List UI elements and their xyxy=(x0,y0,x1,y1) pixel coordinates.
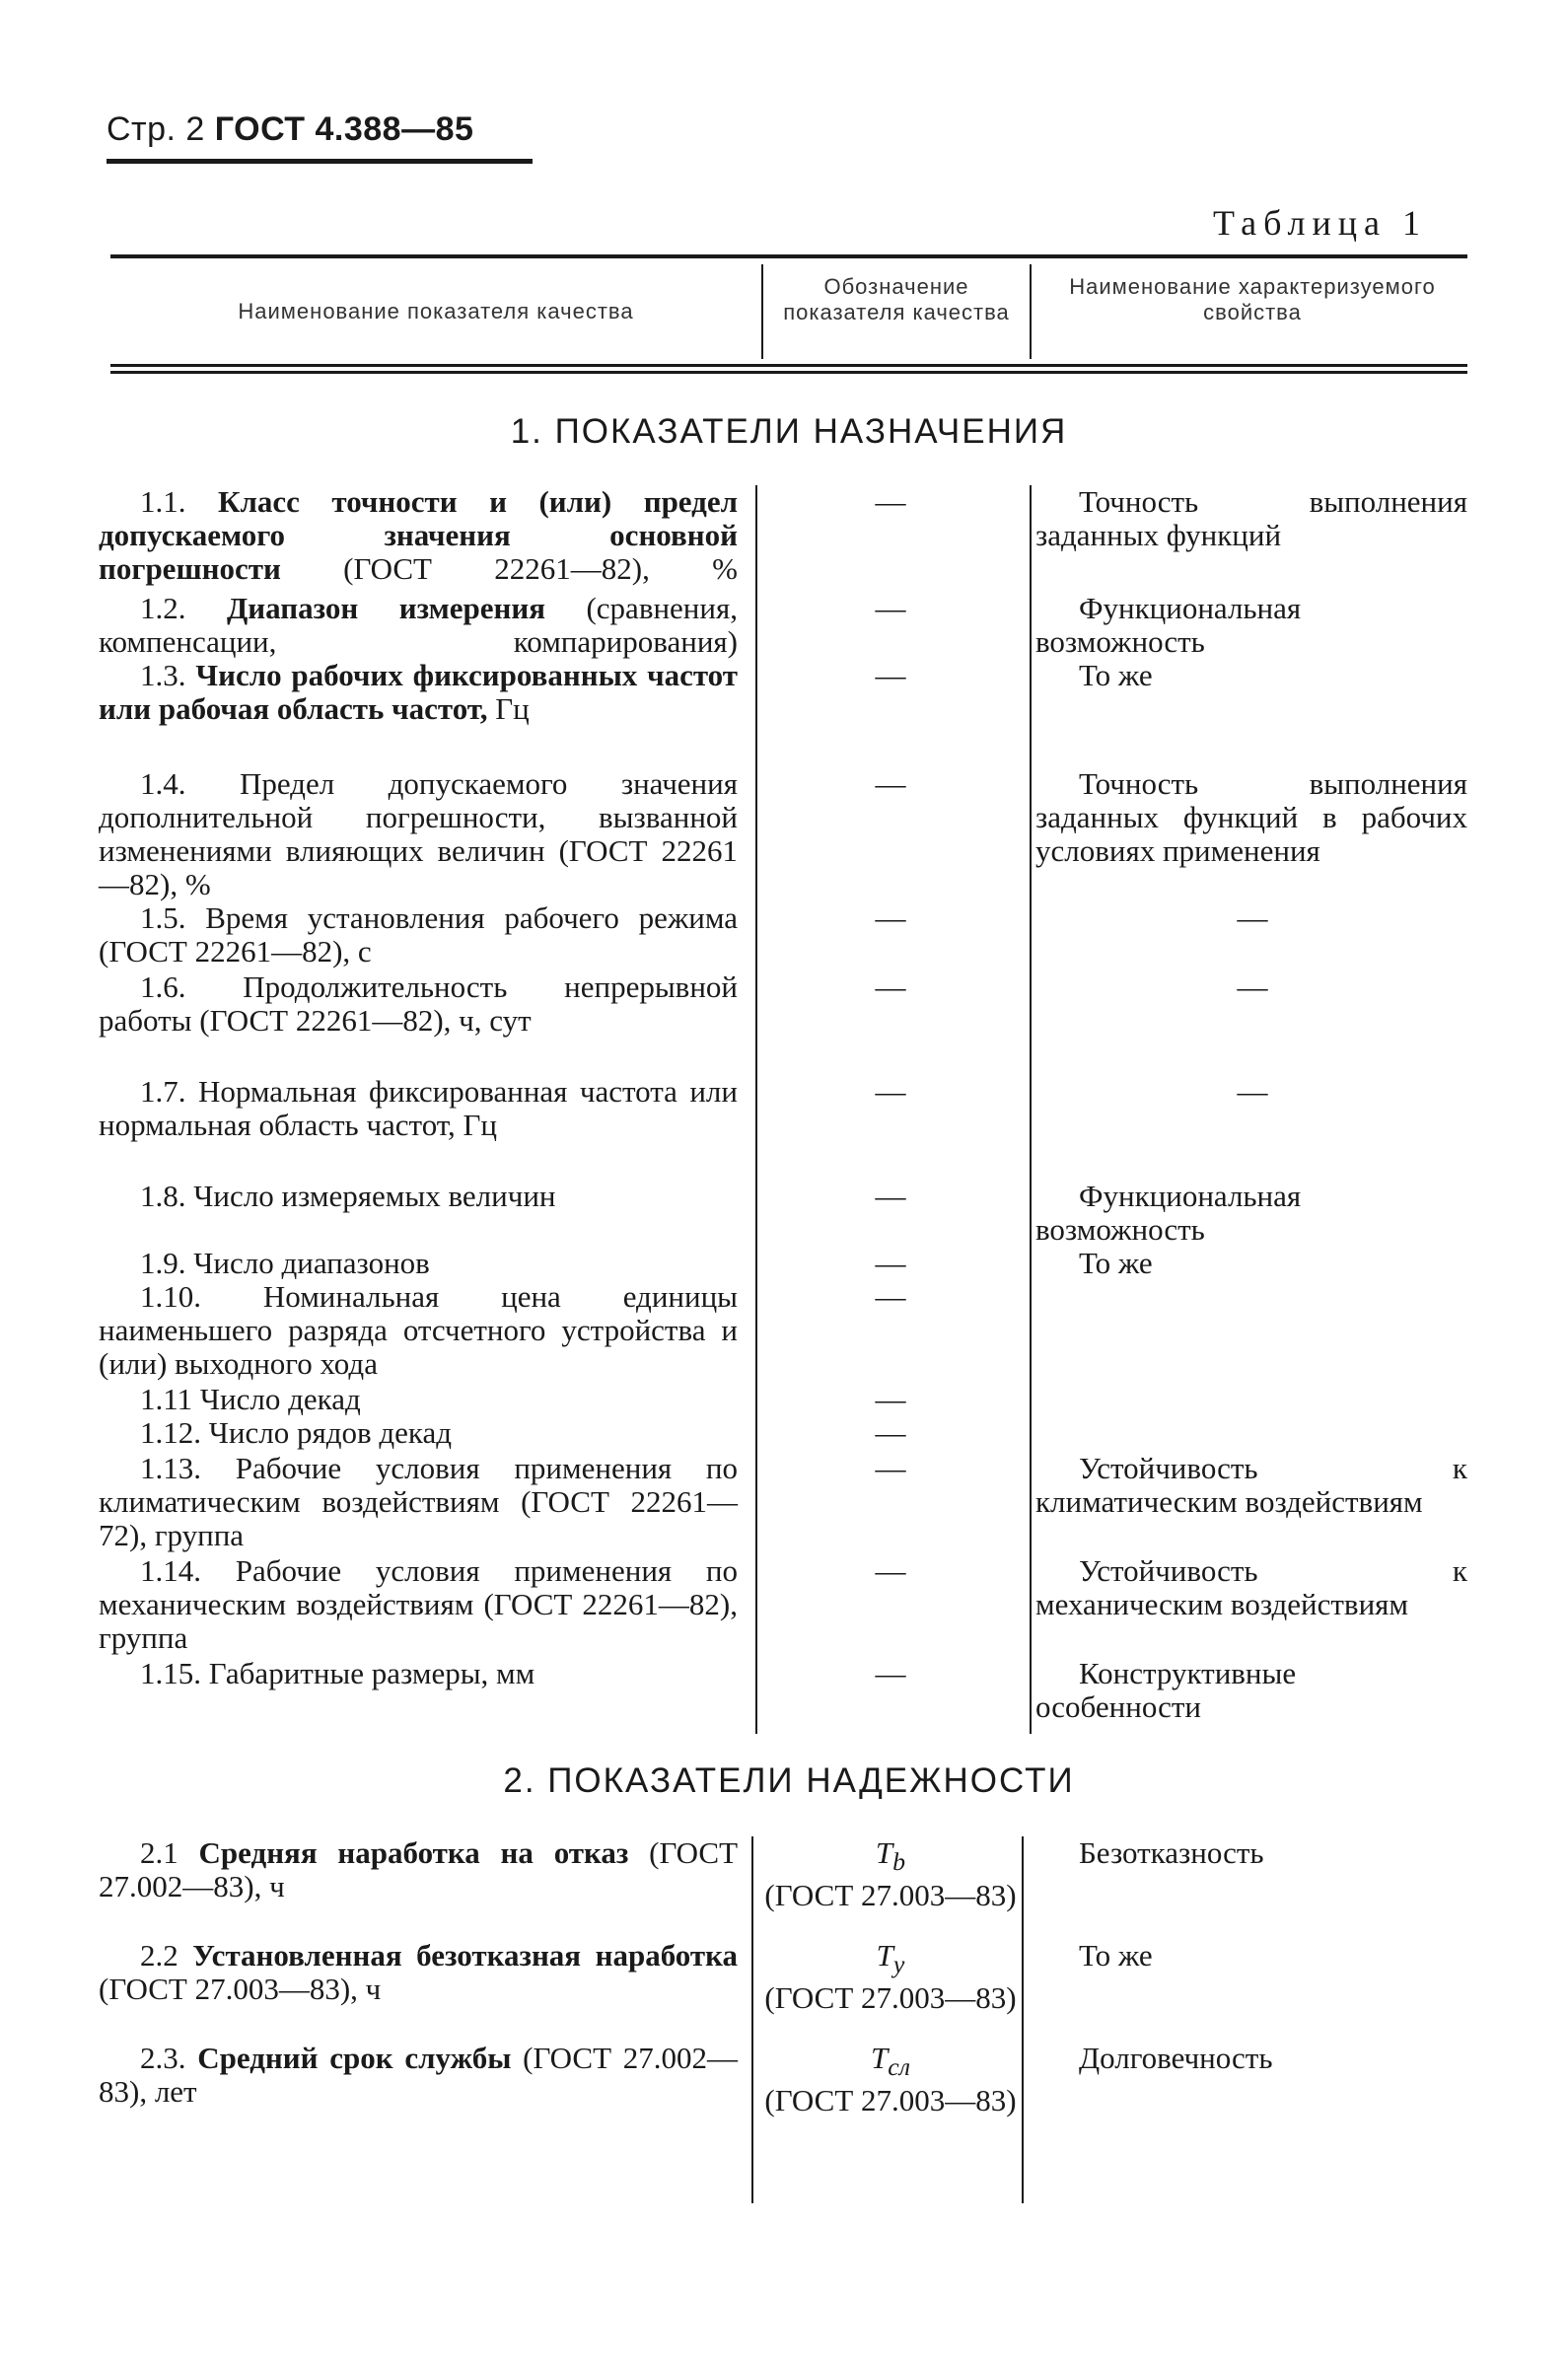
indicator-designation: — xyxy=(875,658,906,692)
indicator-designation: — xyxy=(875,969,906,1004)
indicator-name: 2.3. Средний срок службы (ГОСТ 27.002—83), лет xyxy=(99,2041,739,2109)
indicator-name: 1.4. Предел допускаемого значения дополнительной погрешности, вызванной изменениями влияющих величин (ГОСТ 22261—82), % xyxy=(99,766,738,901)
indicator-designation: — xyxy=(875,1279,906,1314)
indicator-property: Функциональная возможность xyxy=(1035,591,1302,659)
page-label: Стр. 2 xyxy=(107,110,205,148)
indicator-property: То же xyxy=(1079,1938,1153,1973)
indicator-property: — xyxy=(1237,969,1268,1004)
table-caption: Таблица 1 xyxy=(1213,203,1427,243)
table-header-rule xyxy=(110,364,1467,367)
indicator-designation: $T_{сл}$ (ГОСТ 27.003—83) xyxy=(764,2041,1017,2118)
indicator-name: 1.3. Число рабочих фиксированных частот или рабочая область частот, Гц xyxy=(99,658,738,726)
indicator-designation: — xyxy=(875,1074,906,1109)
header-rule xyxy=(107,159,533,164)
indicator-property: Устойчивость к климатическим воздействиям xyxy=(1035,1451,1467,1519)
indicator-designation: $T_у$ (ГОСТ 27.003—83) xyxy=(764,1938,1017,2016)
indicator-name: 1.9. Число диапазонов xyxy=(140,1246,430,1280)
indicator-property: Долговечность xyxy=(1079,2041,1273,2075)
section-title: 2. ПОКАЗАТЕЛИ НАДЕЖНОСТИ xyxy=(503,1761,1075,1800)
running-header xyxy=(107,110,473,149)
indicator-designation: — xyxy=(875,484,906,519)
indicator-name: 1.7. Нормальная фиксированная частота или нормальная область частот, Гц xyxy=(99,1074,738,1142)
indicator-name: 1.14. Рабочие условия применения по механическим воздействиям (ГОСТ 22261—82), группа xyxy=(99,1553,738,1655)
indicator-name: 1.1. Класс точности и (или) предел допускаемого значения основной погрешности (ГОСТ 22261—82), % xyxy=(99,484,738,586)
indicator-property: То же xyxy=(1079,658,1153,692)
indicator-property: — xyxy=(1237,1074,1268,1109)
section-title: 1. ПОКАЗАТЕЛИ НАЗНАЧЕНИЯ xyxy=(510,412,1068,451)
column-divider xyxy=(1030,485,1032,1734)
indicator-designation: — xyxy=(875,766,906,801)
column-header-name: Наименование показателя качества xyxy=(238,299,634,323)
column-header-designation: Обозначение показателя качества xyxy=(783,274,1010,324)
indicator-name: 2.1 Средняя наработка на отказ (ГОСТ 27.002—83), ч xyxy=(99,1835,739,1903)
indicator-designation: — xyxy=(875,900,906,935)
indicator-name: 1.8. Число измеряемых величин xyxy=(140,1179,556,1213)
indicator-designation: — xyxy=(875,1382,906,1416)
indicator-designation: — xyxy=(875,591,906,625)
indicator-name: 1.13. Рабочие условия применения по климатическим воздействиям (ГОСТ 22261—72), группа xyxy=(99,1451,738,1552)
column-divider xyxy=(751,1836,753,2203)
indicator-designation: — xyxy=(875,1415,906,1450)
indicator-name: 1.15. Габаритные размеры, мм xyxy=(140,1656,535,1690)
indicator-property: — xyxy=(1237,900,1268,935)
header-column-divider xyxy=(761,264,763,359)
indicator-designation: — xyxy=(875,1179,906,1213)
indicator-designation: — xyxy=(875,1656,906,1690)
indicator-property: Точность выполнения заданных функций в рабочих условиях применения xyxy=(1035,766,1467,868)
indicator-designation: $T_b$ (ГОСТ 27.003—83) xyxy=(764,1835,1017,1913)
indicator-name: 1.6. Продолжительность непрерывной работы (ГОСТ 22261—82), ч, сут xyxy=(99,969,738,1038)
standard-number: ГОСТ 4.388—85 xyxy=(214,110,474,148)
indicator-property: Точность выполнения заданных функций xyxy=(1035,484,1467,552)
indicator-name: 1.12. Число рядов декад xyxy=(140,1415,453,1450)
header-column-divider xyxy=(1030,264,1032,359)
indicator-property: Конструктивные особенности xyxy=(1035,1656,1297,1724)
indicator-name: 1.2. Диапазон измерения (сравнения, компенсации, компарирования) xyxy=(99,591,738,659)
indicator-name: 1.5. Время установления рабочего режима (ГОСТ 22261—82), с xyxy=(99,900,738,969)
indicator-name: 1.10. Номинальная цена единицы наименьшего разряда отсчетного устройства и (или) выходного хода xyxy=(99,1279,739,1381)
table-top-rule xyxy=(110,254,1467,258)
indicator-designation: — xyxy=(875,1451,906,1485)
indicator-property: Безотказность xyxy=(1079,1835,1264,1870)
indicator-name: 2.2 Установленная безотказная наработка (ГОСТ 27.003—83), ч xyxy=(99,1938,739,2006)
indicator-designation: — xyxy=(875,1246,906,1280)
indicator-designation: — xyxy=(875,1553,906,1588)
indicator-property: То же xyxy=(1079,1246,1153,1280)
indicator-property: Устойчивость к механическим воздействиям xyxy=(1035,1553,1467,1621)
column-header-property: Наименование характеризуемого свойства xyxy=(1069,274,1436,324)
indicator-property: Функциональная возможность xyxy=(1035,1179,1302,1247)
table-header-rule xyxy=(110,371,1467,374)
indicator-name: 1.11 Число декад xyxy=(140,1382,361,1416)
